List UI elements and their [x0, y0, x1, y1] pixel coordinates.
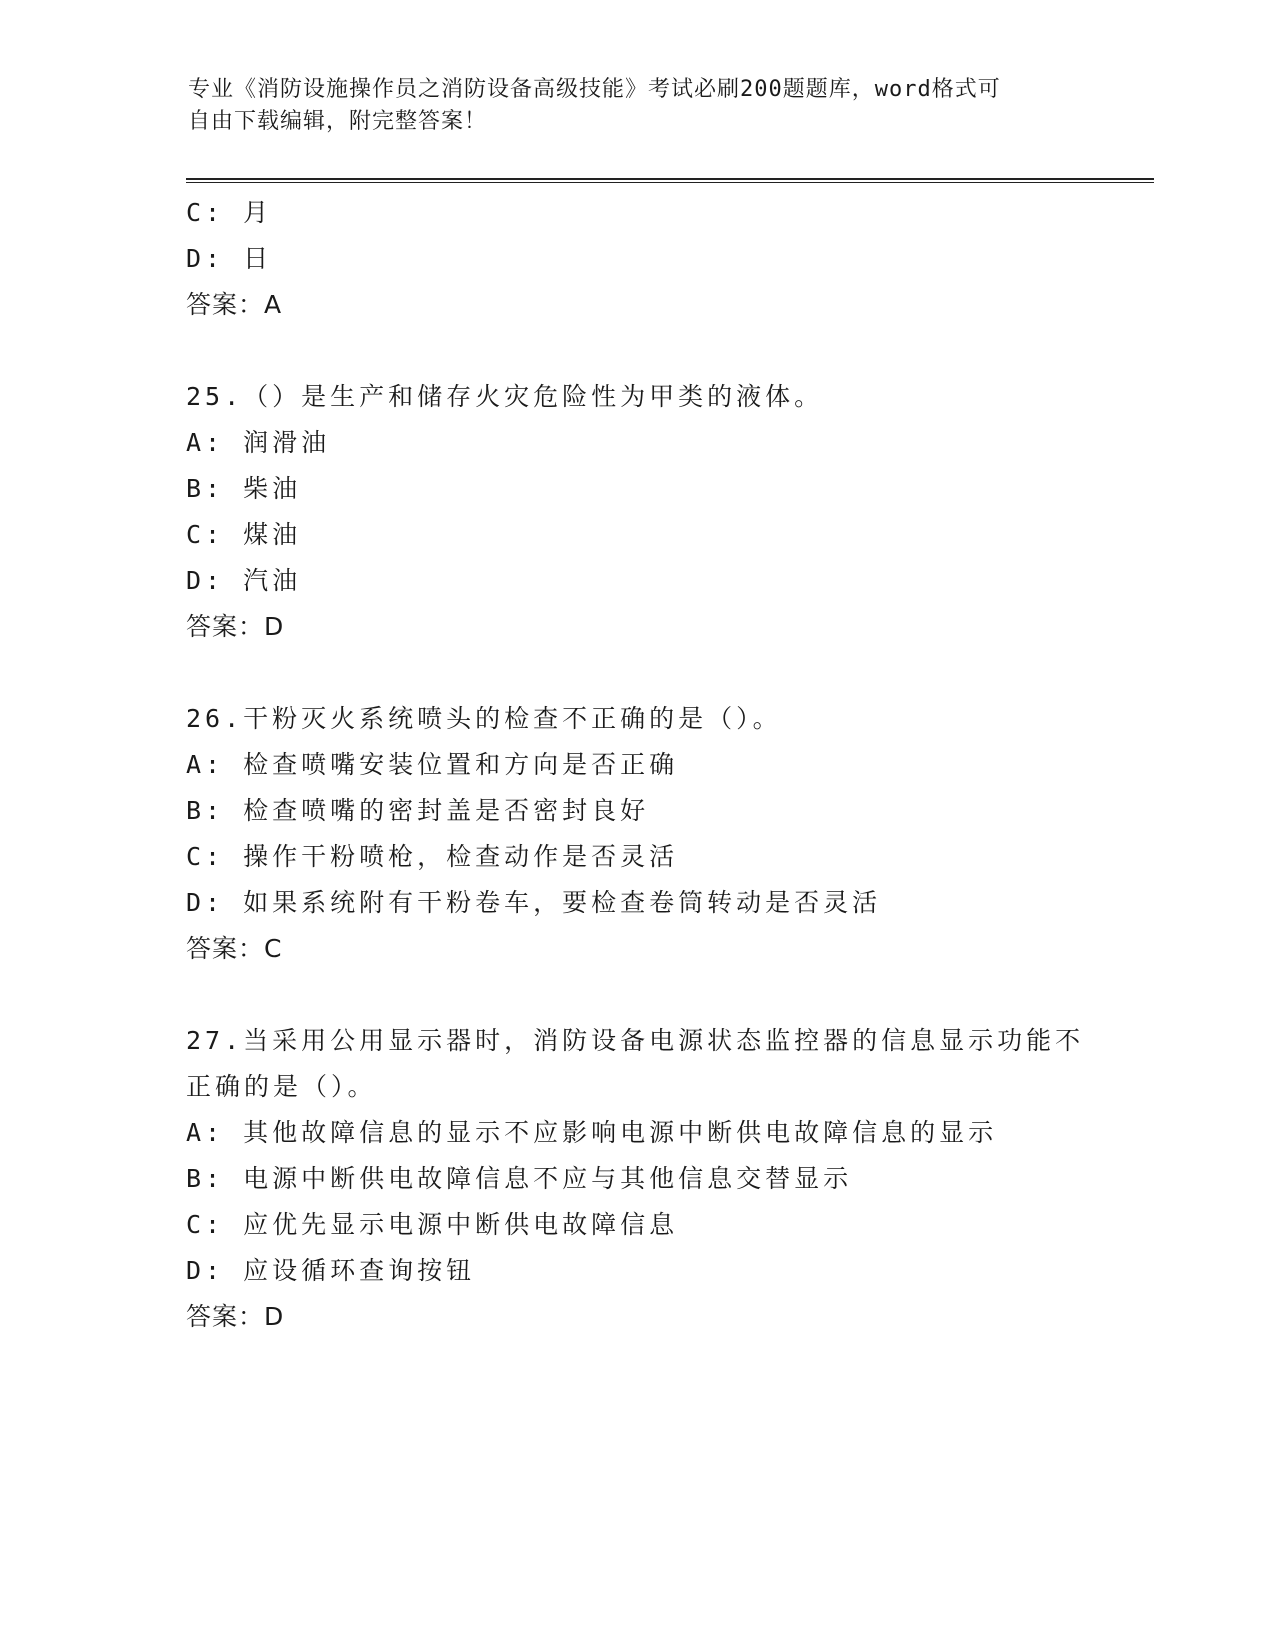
option-d: D: 汽油	[186, 566, 302, 595]
answer-label: 答案：D	[186, 612, 285, 641]
question-stem-line-2: 正确的是（）。	[186, 1072, 377, 1101]
option-a: A: 检查喷嘴安装位置和方向是否正确	[186, 750, 679, 779]
answer-label: 答案：C	[186, 934, 283, 963]
option-b: B: 柴油	[186, 474, 302, 503]
option-b: B: 电源中断供电故障信息不应与其他信息交替显示	[186, 1164, 853, 1193]
question-26	[186, 696, 1086, 972]
answer-label: 答案：A	[186, 290, 283, 319]
question-stem-line-1: 27.当采用公用显示器时，消防设备电源状态监控器的信息显示功能不	[186, 1026, 1085, 1055]
question-list	[186, 190, 1086, 1340]
option-c: C: 煤油	[186, 520, 302, 549]
option-b: B: 检查喷嘴的密封盖是否密封良好	[186, 796, 650, 825]
question-stem: 25.（）是生产和储存火灾危险性为甲类的液体。	[186, 382, 824, 411]
option-d: D: 如果系统附有干粉卷车，要检查卷筒转动是否灵活	[186, 888, 882, 917]
option-c: C: 操作干粉喷枪，检查动作是否灵活	[186, 842, 679, 871]
question-27	[186, 1018, 1086, 1340]
header-line-2: 自由下载编辑，附完整答案！	[188, 109, 488, 134]
header-line-1: 专业《消防设施操作员之消防设备高级技能》考试必刷200题题库，word格式可	[188, 77, 1001, 102]
option-c: C: 应优先显示电源中断供电故障信息	[186, 1210, 679, 1239]
option-a: A: 润滑油	[186, 428, 331, 457]
option-d: D: 应设循环查询按钮	[186, 1256, 476, 1285]
question-25	[186, 374, 1086, 650]
option-d: D: 日	[186, 244, 273, 273]
header-divider	[186, 178, 1154, 183]
option-a: A: 其他故障信息的显示不应影响电源中断供电故障信息的显示	[186, 1118, 998, 1147]
option-c: C: 月	[186, 198, 273, 227]
prev-question-block	[186, 190, 1086, 328]
question-stem: 26.干粉灭火系统喷头的检查不正确的是（）。	[186, 704, 782, 733]
document-header	[188, 74, 1088, 138]
answer-label: 答案：D	[186, 1302, 285, 1331]
